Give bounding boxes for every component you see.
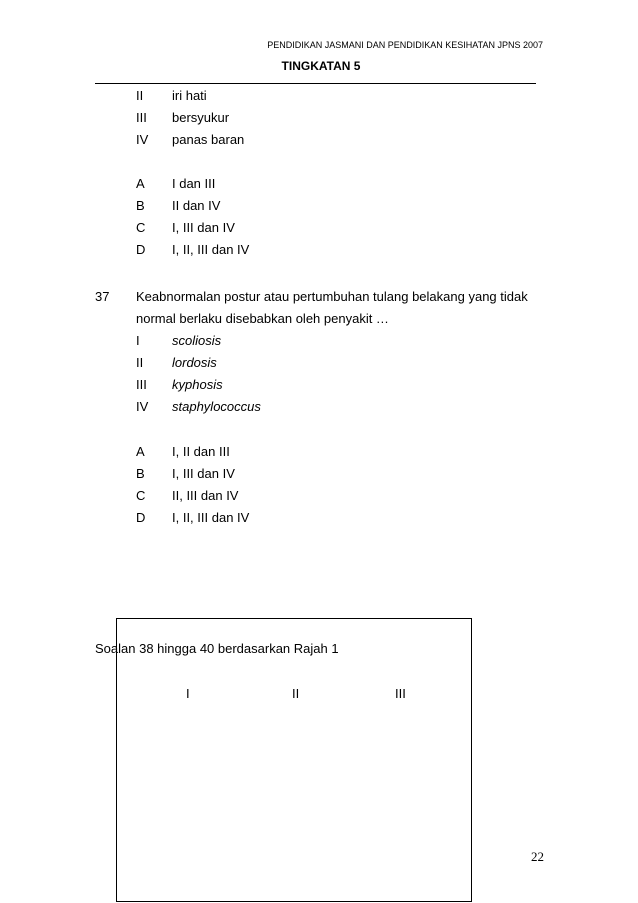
q36-option-letter: B xyxy=(136,198,145,213)
header-title: PENDIDIKAN JASMANI DAN PENDIDIKAN KESIHATAN JPNS 2007 xyxy=(267,40,543,50)
q36-statement-text: bersyukur xyxy=(172,110,230,125)
figure-label-ii: II xyxy=(292,686,300,701)
figure-frame xyxy=(116,618,472,902)
q36-statement-text: iri hati xyxy=(172,88,207,103)
q36-option-text: I, III dan IV xyxy=(172,220,235,235)
q37-option-text: II, III dan IV xyxy=(172,488,239,503)
q37-statement-text xyxy=(172,333,221,348)
q36-statement-roman: III xyxy=(136,110,147,125)
q37-option-letter: B xyxy=(136,466,145,481)
q36-option-letter: C xyxy=(136,220,146,235)
q37-statement-italic: staphylococcus xyxy=(172,399,261,414)
q37-statement-roman: II xyxy=(136,355,144,370)
q36-option-text: I, II, III dan IV xyxy=(172,242,250,257)
q37-stem-line1: Keabnormalan postur atau pertumbuhan tulang belakang yang tidak xyxy=(136,289,528,304)
q37-option-letter: A xyxy=(136,444,145,459)
q36-statement-roman: II xyxy=(136,88,144,103)
q37-statement-italic: scoliosis xyxy=(172,333,222,348)
q37-statement-roman: IV xyxy=(136,399,149,414)
q36-option-text: I dan III xyxy=(172,176,216,191)
q37-statement-text xyxy=(172,377,223,392)
header-level: TINGKATAN 5 xyxy=(281,59,361,73)
q37-statement-roman: III xyxy=(136,377,147,392)
q36-option-letter: A xyxy=(136,176,145,191)
q37-option-letter: C xyxy=(136,488,146,503)
q36-option-letter: D xyxy=(136,242,146,257)
figure-label-iii: III xyxy=(395,686,406,701)
figure-intro: Soalan 38 hingga 40 berdasarkan Rajah 1 xyxy=(95,641,339,656)
q37-option-letter: D xyxy=(136,510,146,525)
q37-statement-roman: I xyxy=(136,333,140,348)
q37-statement-italic: kyphosis xyxy=(172,377,223,392)
q37-statement-text xyxy=(172,355,217,370)
q37-statement-text xyxy=(172,399,261,414)
q37-statement-italic: lordosis xyxy=(172,355,217,370)
page-number: 22 xyxy=(531,849,544,864)
q37-stem-line2: normal berlaku disebabkan oleh penyakit … xyxy=(136,311,389,326)
q36-option-text: II dan IV xyxy=(172,198,221,213)
q37-option-text: I, II dan III xyxy=(172,444,230,459)
figure-label-i: I xyxy=(186,686,190,701)
header-rule xyxy=(95,83,536,84)
q37-option-text: I, III dan IV xyxy=(172,466,235,481)
q36-statement-roman: IV xyxy=(136,132,149,147)
q36-statement-text: panas baran xyxy=(172,132,245,147)
q37-option-text: I, II, III dan IV xyxy=(172,510,250,525)
q37-number: 37 xyxy=(95,289,110,304)
